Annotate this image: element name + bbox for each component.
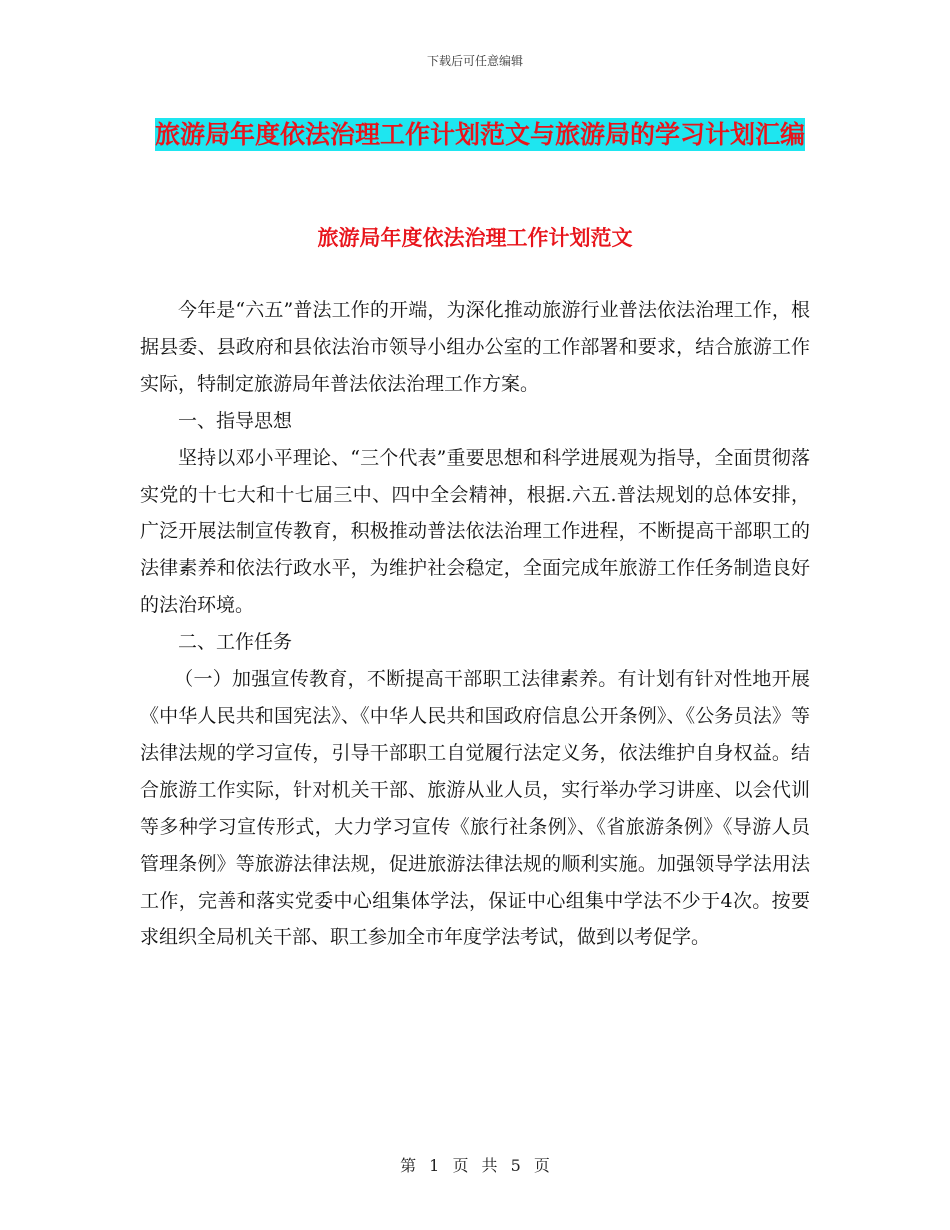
page-footer: 第 1 页 共 5 页 [400, 1156, 550, 1175]
paragraph-guiding-thought: 坚持以邓小平理论、“三个代表”重要思想和科学进展观为指导，全面贯彻落实党的十七大和十七届三中、四中全会精神，根据.六五.普法规划的总体安排，广泛开展法制宣传教育，积极推动普法依法治理工作进程，不断提高干部职工的法律素养和依法行政水平，为维护社会稳定，全面完成年旅游工作任务制造良好的法治环境。 [140, 446, 810, 617]
page-header: 下载后可任意编辑 [426, 54, 523, 68]
paragraph-task-one: （一）加强宣传教育，不断提高干部职工法律素养。有计划有针对性地开展《中华人民共和国宪法》、《中华人民共和国政府信息公开条例》、《公务员法》等法律法规的学习宣传，引导干部职工自觉履行法定义务，依法维护自身权益。结合旅游工作实际，针对机关干部、旅游从业人员，实行举办学习讲座、以会代训等多种学习宣传形式，大力学习宣传《旅行社条例》、《省旅游条例》《导游人员管理条例》等旅游法律法规，促进旅游法律法规的顺利实施。加强领导学法用法工作，完善和落实党委中心组集体学法，保证中心组集中学法不少于4次。按要求组织全局机关干部、职工参加全市年度学法考试，做到以考促学。 [140, 668, 810, 949]
document-title [140, 112, 820, 158]
section-title: 旅游局年度依法治理工作计划范文 [317, 226, 633, 250]
document-title-text: 旅游局年度依法治理工作计划范文与旅游局的学习计划汇编 [154, 120, 805, 149]
heading-guiding-thought: 一、指导思想 [178, 409, 293, 432]
paragraph-intro: 今年是“六五”普法工作的开端，为深化推动旅游行业普法依法治理工作，根据县委、县政府和县依法治市领导小组办公室的工作部署和要求，结合旅游工作实际，特制定旅游局年普法依法治理工作方案。 [140, 299, 810, 395]
document-body [140, 292, 810, 956]
heading-work-tasks: 二、工作任务 [178, 631, 293, 654]
